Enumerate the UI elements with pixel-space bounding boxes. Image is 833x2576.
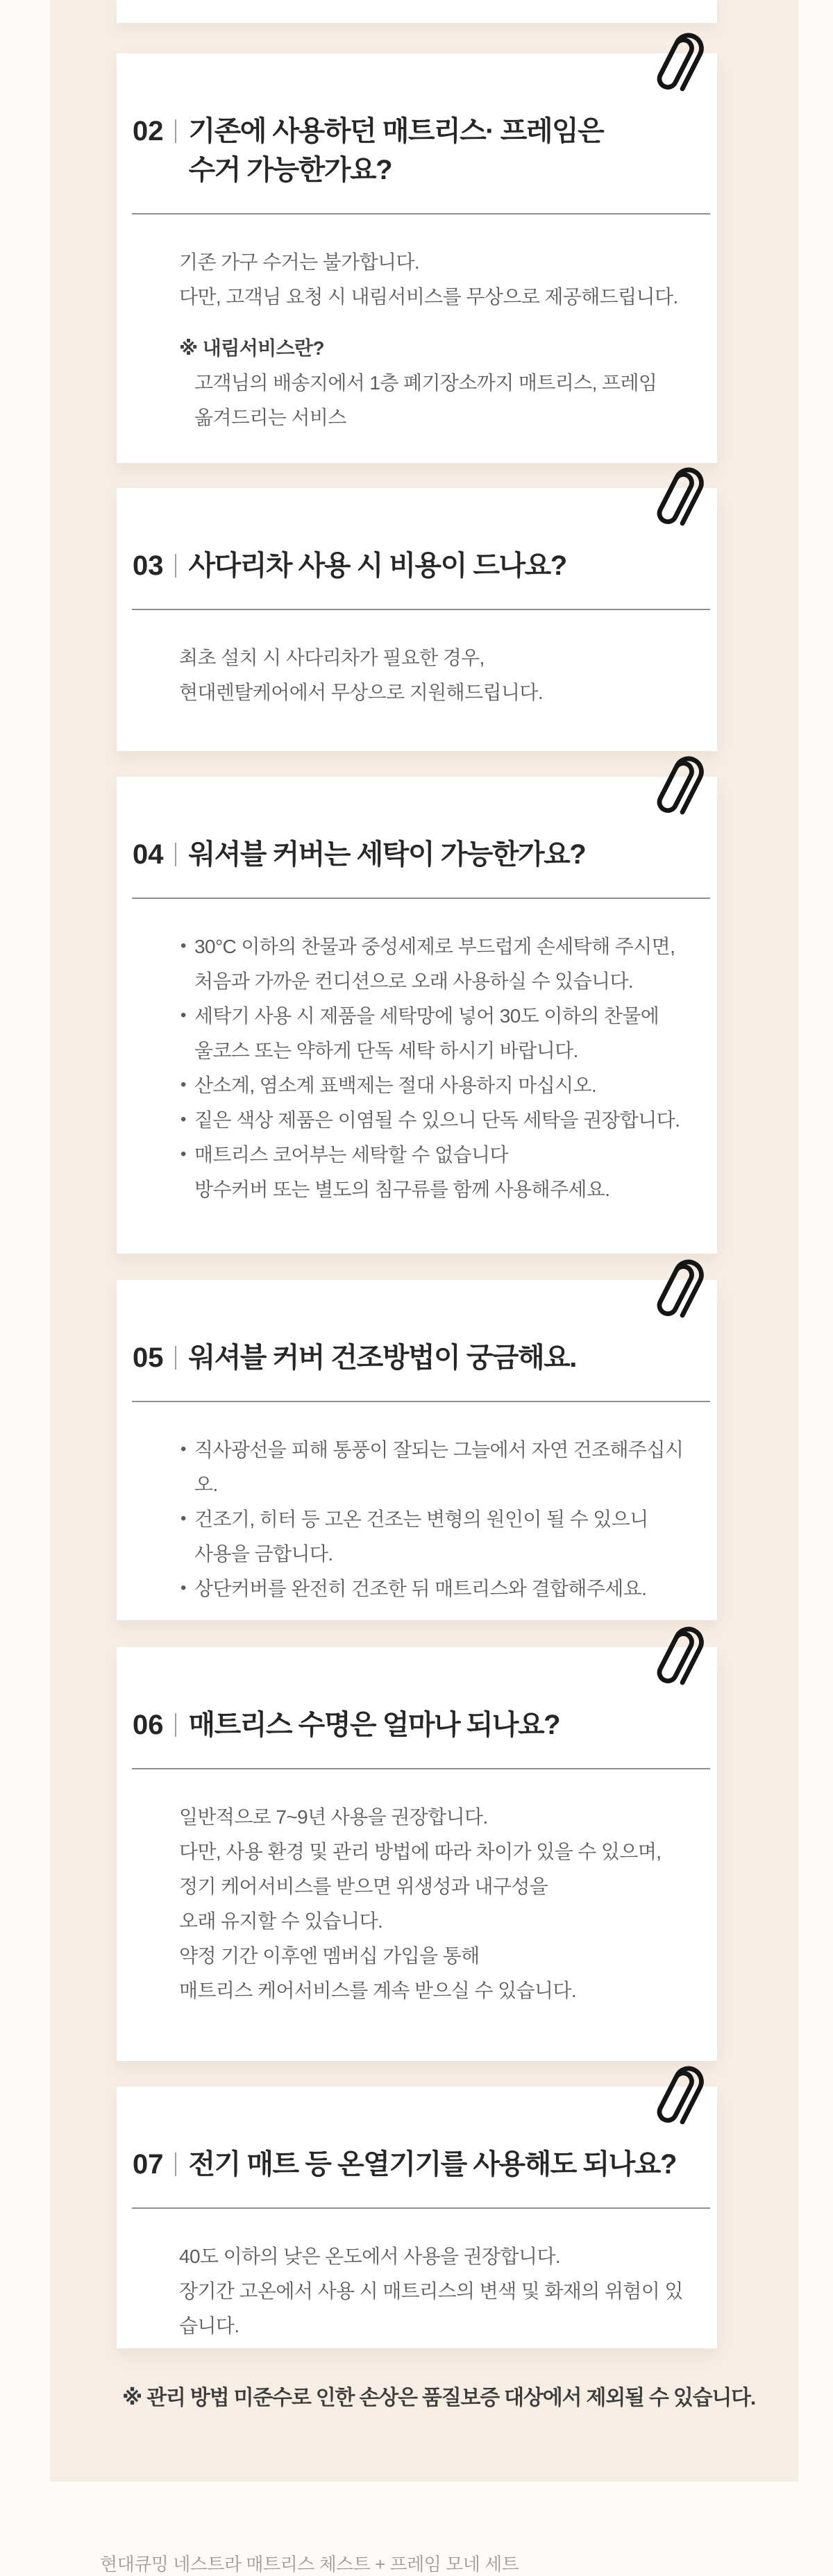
number-divider-bar <box>175 119 176 143</box>
number-divider-bar <box>175 1346 176 1370</box>
answer-line: 오래 유지할 수 있습니다. <box>179 1910 383 1932</box>
answer-line: 최초 설치 시 사다리차가 필요한 경우, <box>179 647 485 668</box>
question-line: 사다리차 사용 시 비용이 드나요? <box>188 550 566 581</box>
answer-line: 다만, 고객님 요청 시 내림서비스를 무상으로 제공해드립니다. <box>179 286 678 308</box>
faq-card <box>117 1280 717 1620</box>
answer-line: 처음과 가까운 컨디션으로 오래 사용하실 수 있습니다. <box>194 970 634 992</box>
faq-number: 04 <box>133 839 164 870</box>
faq-question-text <box>189 546 566 585</box>
faq-number: 06 <box>133 1710 164 1740</box>
faq-answer <box>179 2239 686 2343</box>
faq-card <box>117 2087 717 2348</box>
answer-line: 현대렌탈케어에서 무상으로 지원해드립니다. <box>179 682 544 703</box>
paperclip-icon <box>637 2053 714 2144</box>
answer-line: 다만, 사용 환경 및 관리 방법에 따라 차이가 있을 수 있으며, <box>179 1841 662 1862</box>
answer-line: • 직사광선을 피해 통풍이 잘되는 그늘에서 자연 건조해주십시오. <box>179 1433 686 1502</box>
answer-line: 정기 케어서비스를 받으면 위생성과 내구성을 <box>179 1876 548 1897</box>
answer-line: 방수커버 또는 별도의 침구류를 함께 사용해주세요. <box>194 1179 610 1200</box>
answer-line: 기존 가구 수거는 불가합니다. <box>179 251 420 273</box>
faq-answer <box>179 245 686 435</box>
answer-line: 울코스 또는 약하게 단독 세탁 하시기 바랍니다. <box>194 1040 578 1061</box>
faq-question <box>133 546 689 585</box>
question-line: 전기 매트 등 온열기기를 사용해도 되나요? <box>188 2149 676 2180</box>
question-answer-divider <box>132 1768 710 1769</box>
paperclip-icon <box>637 454 714 546</box>
faq-panel <box>50 0 798 2482</box>
previous-card-bottom-edge <box>117 0 717 23</box>
answer-line: 장기간 고온에서 사용 시 매트리스의 변색 및 화재의 위험이 있습니다. <box>179 2280 683 2337</box>
question-answer-divider <box>132 2207 710 2209</box>
question-answer-divider <box>132 898 710 899</box>
answer-line: • 30°C 이하의 찬물과 중성세제로 부드럽게 손세탁해 주시면, <box>179 929 686 964</box>
answer-line: • 매트리스 코어부는 세탁할 수 없습니다 <box>179 1138 686 1172</box>
faq-number: 02 <box>133 116 164 146</box>
faq-question-text <box>189 1338 576 1377</box>
answer-line: • 짙은 색상 제품은 이염될 수 있으니 단독 세탁을 권장합니다. <box>179 1103 686 1138</box>
faq-answer <box>179 929 686 1207</box>
answer-line: 매트리스 케어서비스를 계속 받으실 수 있습니다. <box>179 1980 577 2001</box>
faq-answer <box>179 1800 686 2008</box>
faq-answer <box>179 641 686 710</box>
answer-line: • 건조기, 히터 등 고온 건조는 변형의 원인이 될 수 있으니 <box>179 1502 686 1537</box>
faq-number: 07 <box>133 2149 164 2180</box>
faq-question-text <box>189 112 604 190</box>
question-line: 워셔블 커버 건조방법이 궁금해요. <box>188 1342 576 1373</box>
number-divider-bar <box>175 1713 176 1737</box>
faq-card <box>117 777 717 1254</box>
number-divider-bar <box>175 554 176 578</box>
answer-line: • 상단커버를 완전히 건조한 뒤 매트리스와 결합해주세요. <box>179 1572 686 1606</box>
answer-line: ※ 내림서비스란? <box>179 337 324 359</box>
faq-question-text <box>189 835 586 874</box>
faq-card <box>117 488 717 751</box>
paperclip-icon <box>637 743 714 834</box>
answer-line: 옮겨드리는 서비스 <box>194 407 346 428</box>
question-line: 매트리스 수명은 얼마나 되나요? <box>188 1710 560 1740</box>
faq-number: 03 <box>133 550 164 581</box>
faq-question-text <box>189 2145 676 2184</box>
question-answer-divider <box>132 609 710 610</box>
faq-number: 05 <box>133 1342 164 1373</box>
question-line: 수거 가능한가요? <box>188 155 392 185</box>
faq-question <box>133 2145 689 2184</box>
number-divider-bar <box>175 843 176 866</box>
faq-question-text <box>189 1706 560 1744</box>
faq-question <box>133 835 689 874</box>
number-divider-bar <box>175 2153 176 2176</box>
answer-line: 사용을 금합니다. <box>194 1543 333 1565</box>
answer-line: 약정 기간 이후엔 멤버십 가입을 통해 <box>179 1945 480 1967</box>
faq-card <box>117 1647 717 2061</box>
question-answer-divider <box>132 213 710 214</box>
faq-answer <box>179 1433 686 1606</box>
question-line: 기존에 사용하던 매트리스· 프레임은 <box>188 116 604 146</box>
paperclip-icon <box>637 1613 714 1705</box>
answer-line: 고객님의 배송지에서 1층 폐기장소까지 매트리스, 프레임 <box>194 372 657 394</box>
faq-question <box>133 1338 689 1377</box>
answer-line: 40도 이하의 낮은 온도에서 사용을 권장합니다. <box>179 2246 561 2267</box>
quality-warranty-footnote: ※ 관리 방법 미준수로 인한 손상은 품질보증 대상에서 제외될 수 있습니다. <box>122 2386 756 2409</box>
paperclip-icon <box>637 19 714 111</box>
answer-line: 일반적으로 7~9년 사용을 권장합니다. <box>179 1806 488 1828</box>
faq-question <box>133 1706 689 1744</box>
faq-card-list <box>50 53 798 2348</box>
question-line: 워셔블 커버는 세탁이 가능한가요? <box>188 839 586 870</box>
product-set-caption: 현대큐밍 네스트라 매트리스 체스트 + 프레임 모네 세트 <box>100 2554 519 2575</box>
faq-card <box>117 53 717 463</box>
answer-line: • 세탁기 사용 시 제품을 세탁망에 넣어 30도 이하의 찬물에 <box>179 999 686 1034</box>
question-answer-divider <box>132 1401 710 1402</box>
answer-line: • 산소계, 염소계 표백제는 절대 사용하지 마십시오. <box>179 1068 686 1103</box>
paperclip-icon <box>637 1246 714 1338</box>
faq-question <box>133 112 689 190</box>
